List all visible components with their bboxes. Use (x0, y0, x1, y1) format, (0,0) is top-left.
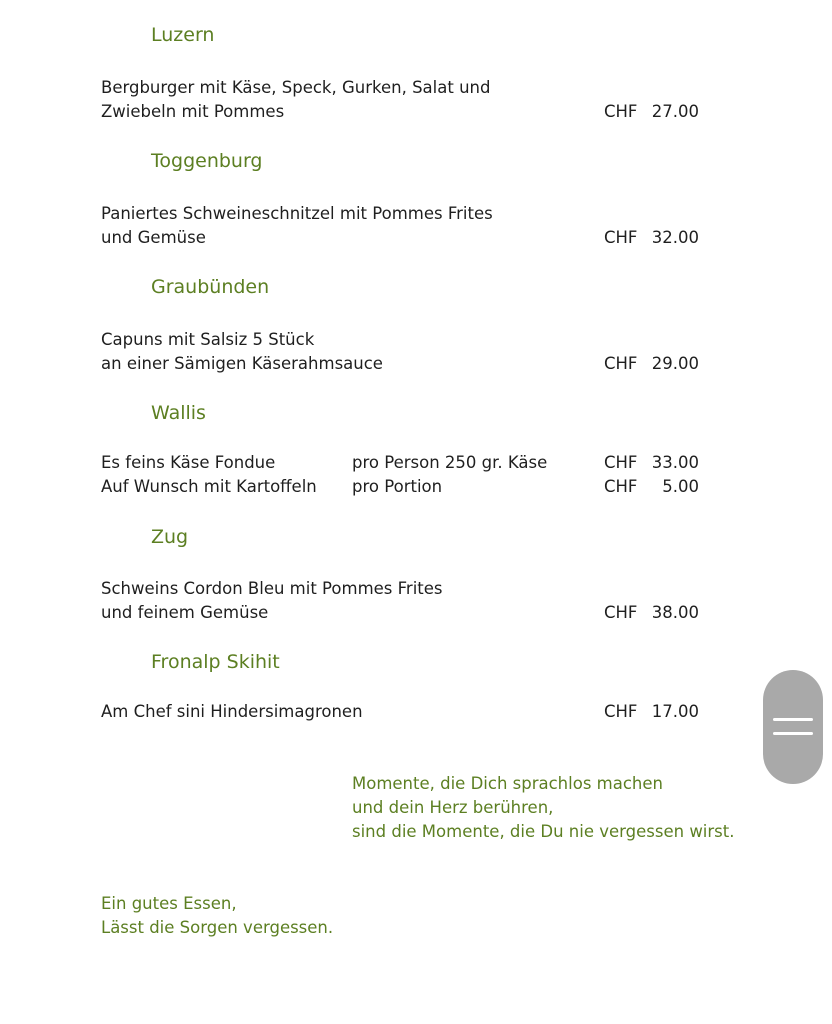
currency-label: CHF (604, 603, 638, 622)
dish-price: 17.00 (651, 702, 699, 721)
quote-line3: sind die Momente, die Du nie vergessen wirst. (352, 822, 735, 841)
currency-label: CHF (604, 477, 638, 496)
dish-description-line2: und Gemüse (101, 228, 206, 247)
currency-label: CHF (604, 102, 638, 121)
dish-description-line1: Schweins Cordon Bleu mit Pommes Frites (101, 579, 443, 598)
dish-price: 27.00 (651, 102, 699, 121)
handle-grip-icon (773, 732, 813, 735)
dish-description-line1: Capuns mit Salsiz 5 Stück (101, 330, 315, 349)
dish-description-line1: Bergburger mit Käse, Speck, Gurken, Salat und (101, 78, 491, 97)
dish-price: 38.00 (651, 603, 699, 622)
section-heading-toggenburg: Toggenburg (151, 150, 263, 172)
quote-line2: und dein Herz berühren, (352, 798, 554, 817)
section-heading-fronalp-skihit: Fronalp Skihit (151, 651, 280, 673)
saying-line2: Lässt die Sorgen vergessen. (101, 918, 334, 937)
dish-name: Es feins Käse Fondue (101, 453, 276, 472)
dish-description-line2: Zwiebeln mit Pommes (101, 102, 285, 121)
dish-description-line2: und feinem Gemüse (101, 603, 269, 622)
dish-price: 5.00 (662, 477, 699, 496)
dish-price: 32.00 (651, 228, 699, 247)
currency-label: CHF (604, 702, 638, 721)
dish-description-line2: an einer Sämigen Käserahmsauce (101, 354, 383, 373)
dish-price: 33.00 (651, 453, 699, 472)
section-heading-luzern: Luzern (151, 24, 215, 46)
currency-label: CHF (604, 453, 638, 472)
dish-detail: pro Person 250 gr. Käse (352, 453, 548, 472)
section-heading-wallis: Wallis (151, 402, 206, 424)
quote-line1: Momente, die Dich sprachlos machen (352, 774, 663, 793)
dish-description-line1: Paniertes Schweineschnitzel mit Pommes Frites (101, 204, 493, 223)
currency-label: CHF (604, 354, 638, 373)
saying-line1: Ein gutes Essen, (101, 894, 237, 913)
scroll-handle[interactable] (763, 670, 823, 784)
dish-description-line1: Am Chef sini Hindersimagronen (101, 702, 363, 721)
handle-grip-icon (773, 718, 813, 721)
currency-label: CHF (604, 228, 638, 247)
dish-price: 29.00 (651, 354, 699, 373)
section-heading-graubuenden: Graubünden (151, 276, 270, 298)
section-heading-zug: Zug (151, 526, 189, 548)
dish-detail: pro Portion (352, 477, 443, 496)
dish-name: Auf Wunsch mit Kartoffeln (101, 477, 317, 496)
